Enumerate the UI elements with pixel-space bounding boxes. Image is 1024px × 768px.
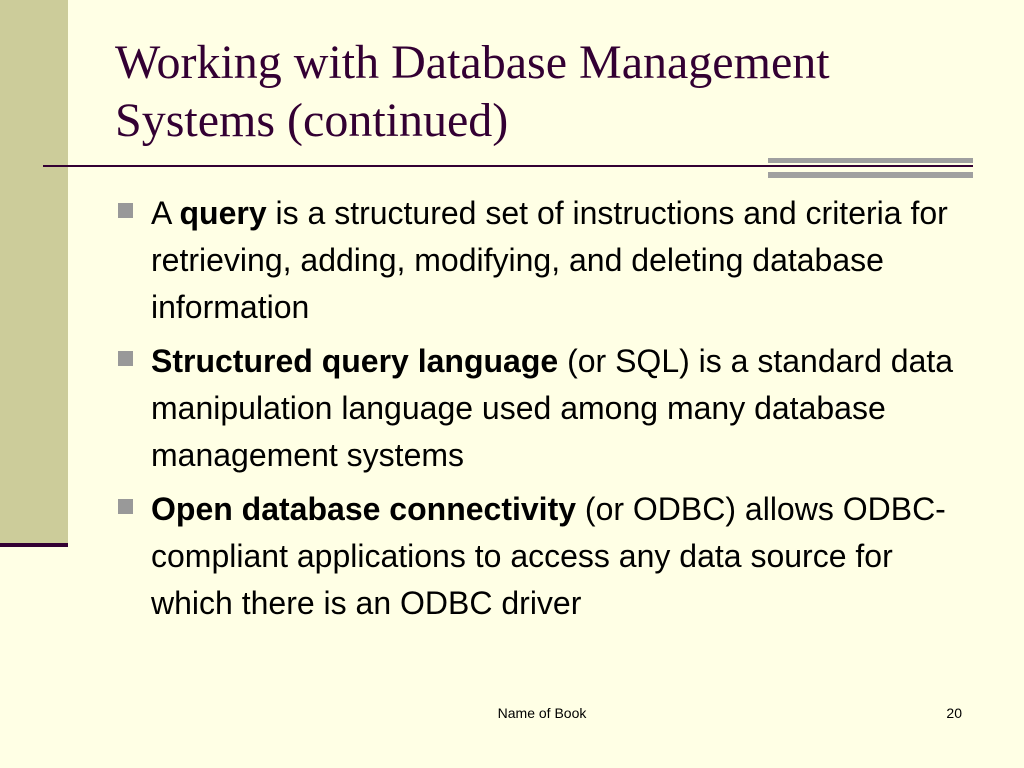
title-underline-rule bbox=[43, 165, 973, 167]
square-bullet-icon bbox=[118, 203, 133, 218]
side-decorative-strip bbox=[0, 0, 68, 544]
bullet-item bbox=[118, 338, 978, 479]
footer-book-name: Name of Book bbox=[497, 705, 587, 721]
bullet-text-before: A bbox=[151, 195, 180, 231]
bullet-text-after: is a structured set of instructions and criteria for retrieving, adding, modifying, and deleting database information bbox=[151, 195, 948, 325]
square-bullet-icon bbox=[118, 499, 133, 514]
side-strip-base-line bbox=[0, 543, 68, 547]
accent-bar-upper bbox=[768, 158, 973, 163]
square-bullet-icon bbox=[118, 351, 133, 366]
bullet-term: Open database connectivity bbox=[151, 491, 577, 527]
bullet-item bbox=[118, 190, 978, 331]
bullet-term: query bbox=[179, 195, 267, 231]
bullet-text-after: (or SQL) is a standard data manipulation language used among many database management systems bbox=[151, 343, 954, 473]
accent-bar-lower bbox=[768, 172, 973, 178]
bullet-term: Structured query language bbox=[151, 343, 559, 379]
footer-page-number: 20 bbox=[946, 705, 962, 721]
bullet-list bbox=[118, 190, 978, 634]
bullet-item bbox=[118, 486, 978, 627]
bullet-text-after: (or ODBC) allows ODBC-compliant applications to access any data source for which there is an ODBC driver bbox=[151, 491, 946, 621]
slide-title: Working with Database Management Systems (continued) bbox=[115, 36, 830, 147]
